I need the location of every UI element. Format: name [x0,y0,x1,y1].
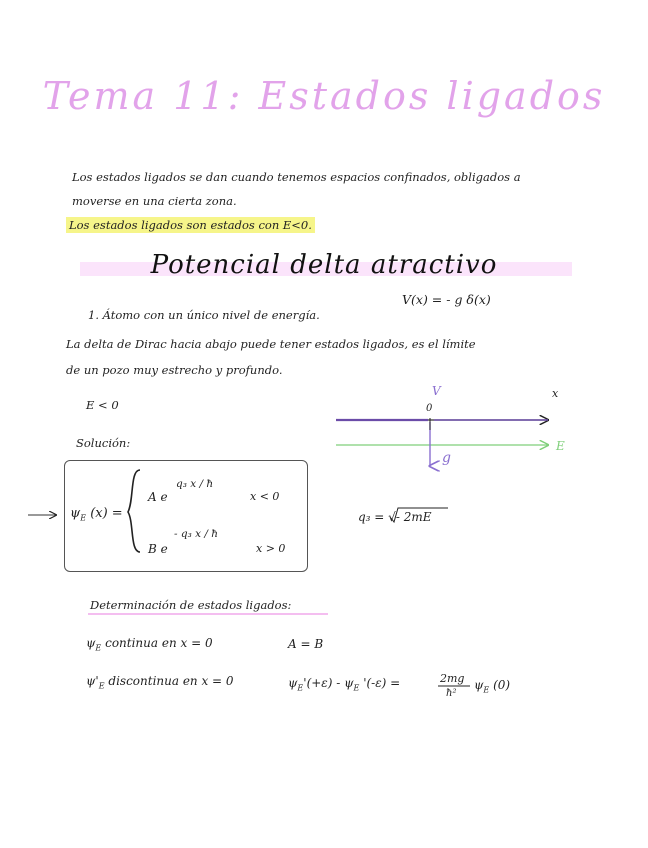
intro-line-1: Los estados ligados se dan cuando tenemos espacios confinados, obligados a [72,170,521,184]
continuity-text: continua en x = 0 [105,636,213,650]
row1-exponent: q₃ x / ħ [176,478,214,490]
axis-x-label: x [552,387,559,400]
text-line-1: La delta de Dirac hacia abajo puede tener estados ligados, es el límite [66,337,476,351]
axis-v-label: V [432,384,441,398]
jump-rhs [474,678,510,694]
row2-coefficient: B e [148,542,168,556]
psi-subscript: E [80,513,87,523]
psi-symbol: ψ [70,506,81,521]
psi-symbol: ψ [288,676,298,690]
solution-label: Solución: [76,436,131,450]
text-line-2: de un pozo muy estrecho y profundo. [66,363,283,377]
psi-e-of-x [70,506,123,523]
potential-formula: V(x) = - g δ(x) [402,292,491,307]
jump-term-a: '(+ε) - ψ [303,676,354,690]
psi-symbol: ψ [474,678,484,692]
g-label: g [442,450,451,466]
psi-subscript: E [98,681,105,691]
row1-condition: x < 0 [250,490,280,503]
psi-symbol: ψ [86,636,96,650]
origin-label: 0 [426,403,433,414]
page-title: Tema 11: Estados ligados [42,74,606,118]
q-definition: q₃ = √- 2mE [358,510,432,524]
determination-heading: Determinación de estados ligados: [90,598,292,612]
fraction-denominator: ħ² [446,688,457,699]
item-1: 1. Átomo con un único nivel de energía. [88,308,320,322]
highlighted-text: Los estados ligados son estados con E<0. [66,217,315,233]
continuity-result: A = B [288,637,324,651]
psi-prime-symbol: ψ' [86,674,99,688]
discontinuity-text: discontinua en x = 0 [108,674,234,688]
row1-coefficient: A e [148,490,168,504]
row2-exponent: - q₃ x / ħ [174,528,219,540]
intro-line-2: moverse en una cierta zona. [72,194,237,208]
psi-subscript: E [483,685,490,695]
row2-condition: x > 0 [256,542,286,555]
section-title: Potencial delta atractivo [150,250,498,280]
energy-condition: E < 0 [86,398,119,412]
fraction-numerator: 2mg [440,672,465,685]
jump-term-b: '(-ε) = [363,676,401,690]
psi-subscript: E [95,643,102,653]
continuity-condition [86,636,213,652]
psi-argument: (x) = [90,506,123,521]
discontinuity-condition [86,674,234,690]
jump-condition [288,676,400,692]
psi-subscript: E [353,683,360,693]
psi-argument: (0) [493,678,511,692]
psi-subscript: E [297,683,304,693]
energy-label: E [556,439,565,453]
